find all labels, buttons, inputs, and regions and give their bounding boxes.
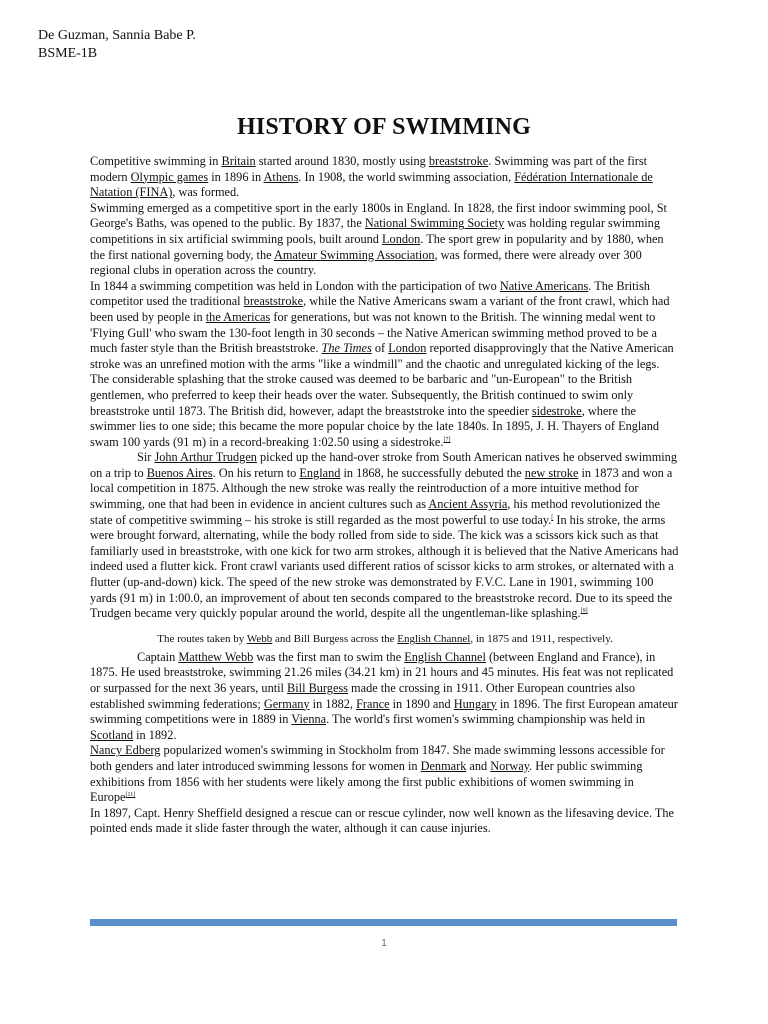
text-run: , was formed, there were already over 300 regional clubs in operation across the country. [90, 247, 642, 278]
hyperlink[interactable]: Germany [263, 696, 310, 711]
body-text [90, 154, 680, 837]
hyperlink[interactable]: Bill Burgess [287, 681, 348, 695]
paragraph [90, 650, 680, 744]
hyperlink[interactable]: Norway [490, 758, 530, 773]
text-run: Swimming emerged as a competitive sport in the early 1800s in England. In 1828, the first indoor swimming pool, St George's Baths, was opened to the public. By 1837, the [90, 200, 667, 231]
citation-ref[interactable]: [ [551, 514, 554, 521]
citation-ref[interactable]: [9] [580, 608, 588, 615]
text-run: and [466, 758, 491, 773]
text-run: , while the Native Americans swam a variant of the front crawl, which had been used by people in [90, 294, 670, 324]
page-title: HISTORY OF SWIMMING [236, 114, 532, 140]
footer-bar [90, 919, 677, 926]
text-run: . In 1908, the world swimming association, [298, 169, 515, 184]
text-run: in 1882, [309, 696, 357, 711]
author-name: De Guzman, Sannia Babe P. [38, 28, 196, 43]
text-run: was holding regular swimming competitions in six artificial swimming pools, built around [90, 216, 660, 246]
hyperlink[interactable]: Scotland [90, 727, 134, 742]
text-run: started around 1830, mostly using [255, 154, 429, 168]
paragraph [90, 279, 680, 451]
hyperlink[interactable]: Vienna [291, 712, 327, 727]
citation-ref[interactable]: [11] [125, 792, 136, 799]
paragraph [90, 201, 680, 279]
hyperlink[interactable]: Buenos Aires [146, 465, 213, 480]
figure-caption [90, 632, 680, 646]
text-run: . Swimming was part of the first modern [90, 154, 648, 184]
text-run: in 1873 and won a local competition in 1875. Although the new stroke was really the reintroduction of a more intuitive method for swimming, one that had been in evidence in ancient cultures such as [90, 465, 673, 512]
text-run: , in 1875 and 1911, respectively. [470, 632, 613, 645]
text-run: in 1890 and [389, 696, 454, 711]
text-run: popularized women's swimming in Stockholm from 1847. She made swimming lessons accessible for both genders and later introduced swimming lessons for women in [90, 743, 665, 773]
text-run: . The sport grew in popularity and by 1880, when the first national governing body, the [90, 231, 664, 262]
text-run: in 1896 in [208, 169, 264, 184]
page-number: 1 [381, 938, 387, 949]
hyperlink[interactable]: breaststroke [428, 154, 489, 168]
hyperlink[interactable]: breaststroke [243, 294, 304, 309]
text-run: Competitive swimming in [90, 154, 222, 168]
text-run: was the first man to swim the [253, 649, 405, 664]
text-run: , where the swimmer lies to one side; this became the more popular choice by the late 1840s. In 1895, J. H. Thayers of England swam 100 yards (91 m) in a record-breaking 1:02.50 using a sidestroke. [90, 403, 660, 449]
hyperlink[interactable]: Fédération Internationale de Natation (FINA) [90, 169, 653, 200]
hyperlink[interactable]: Hungary [453, 696, 497, 711]
hyperlink[interactable]: The Times [321, 341, 372, 356]
paragraph-group-2 [90, 650, 680, 837]
text-run: . The world's first women's swimming championship was held in [326, 712, 646, 727]
hyperlink[interactable]: sidestroke [531, 403, 582, 418]
hyperlink[interactable]: Webb [246, 632, 273, 645]
hyperlink[interactable]: Matthew Webb [178, 649, 254, 664]
text-run: In his stroke, the arms were brought forward, alternating, while the body rolled from side to side. The kick was a scissors kick such as that familiarly used in breaststroke, with one kick for two arm strokes, although it is believed that the Native Americans had indeed used a flutter kick. Front crawl variants used different ratios of scissor kicks to arm strokes, or alternated with a flutter (up-and-down) kick. The speed of the new stroke was demonstrated by F.V.C. Lane in 1901, swimming 100 yards (91 m) in 1:00.0, an improvement of about ten seconds compared to the breaststroke record. Due to its speed the Trudgen became very quickly popular around the world, despite all the ungentleman-like splashing. [90, 512, 679, 621]
author-section: BSME-1B [38, 46, 98, 61]
hyperlink[interactable]: English Channel [404, 649, 486, 664]
author-header [38, 27, 196, 63]
text-run: (between England and France), in 1875. He used breaststroke, swimming 21.26 miles (34.21 km) in 21 hours and 45 minutes. His feat was not replicated or surpassed for the next 36 years, until [90, 649, 674, 695]
hyperlink[interactable]: Native Americans [499, 278, 589, 293]
text-run: for generations, but was not known to the British. The winning medal went to 'Flying Gull' who swam the 130-foot length in 30 seconds – the Native American swimming method proved to be a much faster style than the British breaststroke. [90, 309, 657, 356]
text-run: and Bill Burgess across the [272, 632, 398, 645]
hyperlink[interactable]: London [382, 231, 421, 246]
hyperlink[interactable]: Nancy Edberg [90, 743, 161, 758]
text-run: . On his return to [212, 465, 300, 480]
hyperlink[interactable]: Ancient Assyria [428, 497, 508, 512]
paragraph [90, 806, 680, 837]
text-run: Captain [137, 649, 179, 664]
hyperlink[interactable]: John Arthur Trudgen [154, 450, 257, 465]
text-run: picked up the hand-over stroke from South American natives he observed swimming on a trip to [90, 450, 677, 480]
text-run: in 1892. [133, 727, 177, 742]
hyperlink[interactable]: Amateur Swimming Association [273, 247, 435, 262]
hyperlink[interactable]: new stroke [524, 465, 579, 480]
hyperlink[interactable]: France [356, 696, 390, 711]
hyperlink[interactable]: London [388, 341, 427, 356]
hyperlink[interactable]: Athens [263, 169, 299, 184]
paragraph-group-1 [90, 154, 680, 622]
text-run: , was formed. [172, 185, 240, 200]
text-run: . The British competitor used the traditional [90, 278, 650, 309]
paragraph [90, 450, 680, 622]
hyperlink[interactable]: English Channel [397, 632, 471, 645]
hyperlink[interactable]: Olympic games [130, 169, 209, 184]
text-run: of [371, 341, 389, 356]
hyperlink[interactable]: National Swimming Society [364, 216, 505, 231]
hyperlink[interactable]: Denmark [420, 758, 467, 773]
text-run: In 1897, Capt. Henry Sheffield designed a rescue can or rescue cylinder, now well known as the lifesaving device. The pointed ends made it slide faster through the water, although it can cause injuries. [90, 805, 674, 836]
hyperlink[interactable]: Britain [221, 154, 256, 168]
text-run: reported disapprovingly that the Native American stroke was an unrefined motion with the arms "like a windmill" and the chaotic and unregulated kicking of the legs. The considerable splashing that the stroke caused was deemed to be barbaric and "un-European" to the British gentlemen, who preferred to keep their heads over the water. Subsequently, the British continued to swim only breaststroke until 1873. The British did, however, adapt the breaststroke into the speedier [90, 341, 674, 418]
text-run: in 1896. The first European amateur swimming competitions were in 1889 in [90, 696, 678, 727]
text-run: In 1844 a swimming competition was held in London with the participation of two [90, 278, 500, 293]
text-run: . Her public swimming exhibitions from 1856 with her students were likely among the first public exhibitions of women swimming in Europe [90, 758, 643, 805]
hyperlink[interactable]: England [299, 465, 341, 480]
text-run: The routes taken by [157, 632, 247, 645]
text-run: made the crossing in 1911. Other European countries also established swimming federations; [90, 681, 636, 711]
hyperlink[interactable]: the Americas [205, 309, 271, 324]
text-run: , his method revolutionized the state of competitive swimming – his stroke is still regarded as the most powerful to use today. [90, 497, 660, 527]
citation-ref[interactable]: [7] [443, 436, 451, 443]
paragraph [90, 743, 680, 805]
text-run: in 1868, he successfully debuted the [340, 465, 525, 480]
text-run: Sir [137, 450, 155, 465]
paragraph [90, 154, 680, 201]
